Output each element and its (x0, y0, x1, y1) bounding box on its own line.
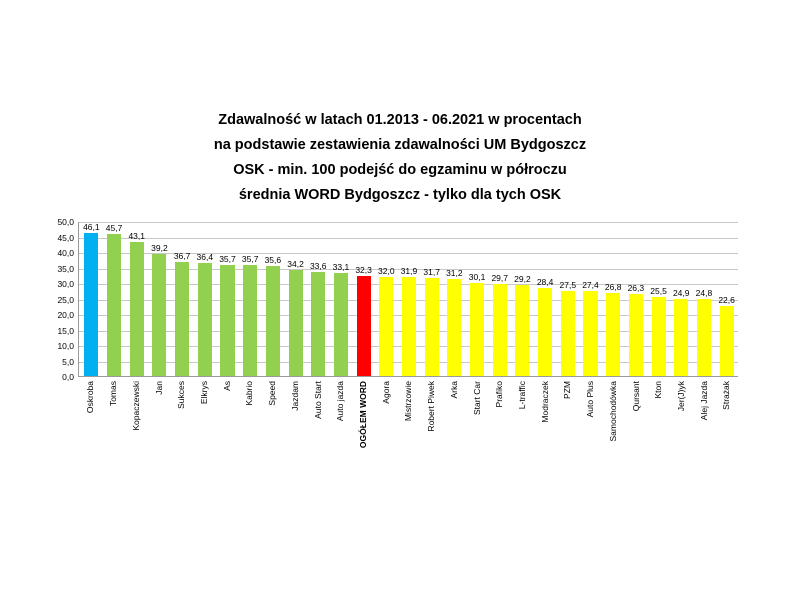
x-axis-label-slot (579, 379, 602, 449)
bar-value-label: 31,9 (400, 266, 418, 277)
x-axis-label-slot (670, 379, 693, 449)
bar-slot (443, 222, 466, 376)
bar[interactable] (515, 285, 529, 376)
x-axis-label-slot (283, 379, 306, 449)
bar-value-label: 45,7 (105, 223, 123, 234)
x-axis-tick-label: As (221, 381, 232, 391)
x-axis-tick-label: Auto Plus (585, 381, 596, 418)
bar-value-label: 25,5 (650, 285, 667, 296)
bar-slot (284, 222, 307, 376)
x-axis-label-slot (102, 379, 125, 449)
x-axis-tick-label: Mistrzowie (403, 381, 414, 422)
bar-slot (534, 222, 557, 376)
x-axis-tick-label: Alej Jazda (698, 381, 709, 421)
y-axis-tick-label: 30,0 (57, 279, 74, 289)
x-axis-label-slot (647, 379, 670, 449)
bar-slot (488, 222, 511, 376)
y-axis-tick-label: 20,0 (57, 310, 74, 320)
x-axis-tick-label: Strażak (721, 381, 732, 410)
x-axis-label-slot (147, 379, 170, 449)
bar[interactable] (402, 277, 416, 376)
bar[interactable] (470, 283, 484, 376)
bar-value-label: 33,6 (309, 260, 327, 271)
bar-value-label: 36,7 (173, 251, 191, 262)
bar-slot (579, 222, 602, 376)
y-axis-tick-label: 0,0 (62, 372, 74, 382)
bar-value-label: 26,8 (604, 281, 622, 292)
x-axis-label-slot (193, 379, 216, 449)
bar[interactable] (107, 234, 121, 376)
x-axis-tick-label: Tomas (108, 381, 119, 407)
y-axis-tick-label: 50,0 (57, 217, 74, 227)
bar[interactable] (289, 270, 303, 376)
bar-slot (398, 222, 421, 376)
x-axis-tick-label: Modraczek (539, 381, 550, 423)
bar-slot (148, 222, 171, 376)
chart-title-line-2: na podstawie zestawienia zdawalności UM Bydgoszcz (213, 137, 587, 153)
bar-value-label: 29,2 (514, 274, 531, 285)
bar-value-label: 22,6 (718, 294, 735, 305)
x-axis-label-slot (692, 379, 715, 449)
x-axis-label-slot (238, 379, 261, 449)
bar-value-label: 31,2 (446, 268, 463, 279)
bar-slot (715, 222, 738, 376)
bar[interactable] (152, 254, 166, 376)
x-axis-label-slot (306, 379, 329, 449)
bar-slot (556, 222, 579, 376)
x-axis-tick-label: Jer(J)yk (676, 381, 687, 412)
x-axis-tick-label: Qursant (630, 381, 641, 412)
bar-slot (193, 222, 216, 376)
bar-slot (262, 222, 285, 376)
x-axis-tick-label: Auto jazda (335, 381, 346, 422)
x-axis-tick-label: Jazdam (289, 381, 300, 411)
x-axis-label-slot (443, 379, 466, 449)
y-axis-tick-label: 25,0 (57, 294, 74, 305)
bar-value-label: 30,1 (468, 271, 486, 282)
bar-value-label: 31,7 (423, 266, 440, 277)
y-axis-tick-label: 40,0 (57, 248, 74, 258)
bar-slot (125, 222, 148, 376)
x-axis-tick-label: Kton (653, 381, 664, 399)
bar-slot (625, 222, 648, 376)
x-axis-tick-label: Elkrys (198, 381, 209, 405)
x-axis-label-slot (511, 379, 534, 449)
bar-value-label: 24,9 (672, 287, 690, 298)
y-axis-tick-label: 35,0 (57, 263, 74, 274)
x-axis-label-slot (124, 379, 147, 449)
bar[interactable] (425, 278, 439, 376)
bar[interactable] (84, 233, 98, 376)
y-axis-tick-label: 45,0 (57, 232, 74, 243)
bar-slot (80, 222, 103, 376)
bar-slot (352, 222, 375, 376)
bar[interactable] (697, 299, 711, 376)
chart-title-line-4: średnia WORD Bydgoszcz - tylko dla tych OSK (238, 187, 562, 203)
bar-slot (330, 222, 353, 376)
x-axis-tick-label: Arka (448, 381, 459, 399)
x-axis-tick-label: OGÓŁEM WORD (357, 381, 368, 449)
chart-title-line-1: Zdawalność w latach 01.2013 - 06.2021 w procentach (218, 112, 582, 128)
bar[interactable] (583, 291, 597, 376)
x-axis-tick-label: Kopaczewski (130, 381, 141, 431)
bar-value-label: 34,2 (287, 258, 304, 269)
x-axis-tick-label: Start Car (471, 381, 482, 416)
x-axis-label-slot (374, 379, 397, 449)
bar-value-label: 29,7 (491, 272, 508, 283)
x-axis-tick-label: Oskroba (85, 381, 96, 414)
plot-area (78, 222, 738, 377)
bar[interactable] (357, 276, 371, 376)
y-axis-tick-label: 10,0 (57, 341, 74, 351)
x-axis-tick-label: Jan (153, 381, 164, 395)
bar-value-label: 33,1 (332, 262, 350, 273)
bar[interactable] (379, 277, 393, 376)
bar-value-label: 32,3 (355, 264, 372, 275)
bar-value-label: 26,3 (627, 283, 645, 294)
bar[interactable] (629, 294, 643, 376)
bar[interactable] (561, 291, 575, 376)
x-axis-label-slot (602, 379, 625, 449)
y-axis-tick-label: 5,0 (62, 356, 74, 367)
bar-value-label: 39,2 (151, 243, 168, 254)
bar[interactable] (606, 293, 620, 376)
x-axis-label-slot (533, 379, 556, 449)
x-axis-tick-label: Agora (380, 381, 391, 404)
bar-slot (511, 222, 534, 376)
x-axis-label-slot (261, 379, 284, 449)
bar-value-label: 24,8 (695, 288, 713, 299)
bar[interactable] (674, 299, 688, 376)
bar[interactable] (334, 273, 348, 376)
bar-slot (216, 222, 239, 376)
bar[interactable] (175, 262, 189, 376)
chart-title-line-3: OSK - min. 100 podejść do egzaminu w półroczu (233, 162, 567, 178)
x-axis-label-slot (715, 379, 738, 449)
x-axis-tick-label: Auto Start (312, 381, 323, 419)
x-axis-tick-label: Sukces (176, 381, 187, 409)
x-axis-tick-label: L-traffic (517, 381, 528, 410)
x-axis-tick-label: Robert Piwek (426, 381, 437, 432)
bar[interactable] (493, 284, 507, 376)
x-axis-tick-label: Prafiko (494, 381, 505, 408)
bar[interactable] (652, 297, 666, 376)
bar-slot (647, 222, 670, 376)
bar-value-label: 46,1 (83, 222, 100, 233)
bar[interactable] (266, 266, 280, 376)
bar-slot (693, 222, 716, 376)
y-axis-tick-label: 15,0 (57, 325, 74, 336)
x-axis-label-slot (465, 379, 488, 449)
x-axis-label-slot (488, 379, 511, 449)
bar-value-label: 35,6 (264, 254, 282, 265)
bar-value-label: 35,7 (219, 254, 236, 265)
bar[interactable] (243, 265, 257, 376)
x-axis-labels (79, 379, 738, 449)
bar-slot (420, 222, 443, 376)
bar-value-label: 27,5 (559, 279, 577, 290)
bar-slot (307, 222, 330, 376)
x-axis-label-slot (215, 379, 238, 449)
bar[interactable] (720, 306, 734, 376)
bar-slot (466, 222, 489, 376)
x-axis-label-slot (556, 379, 579, 449)
bar-value-label: 35,7 (241, 254, 259, 265)
bar[interactable] (538, 288, 552, 376)
x-axis-label-slot (624, 379, 647, 449)
bar[interactable] (311, 272, 325, 376)
x-axis-label-slot (420, 379, 443, 449)
bar-slot (670, 222, 693, 376)
bar-slot (103, 222, 126, 376)
bar-slot (239, 222, 262, 376)
bar-value-label: 27,4 (582, 280, 599, 291)
x-axis-tick-label: Kabrio (244, 381, 255, 406)
bar-slot (602, 222, 625, 376)
x-axis-label-slot (397, 379, 420, 449)
x-axis-label-slot (79, 379, 102, 449)
x-axis-label-slot (329, 379, 352, 449)
bar-slot (375, 222, 398, 376)
bar-slot (171, 222, 194, 376)
x-axis-tick-label: Speed (267, 381, 278, 406)
bar-value-label: 43,1 (128, 231, 145, 242)
x-axis-tick-label: Samochodówka (607, 381, 618, 442)
chart-title (0, 108, 800, 208)
bar[interactable] (198, 263, 212, 376)
x-axis-label-slot (352, 379, 375, 449)
bar-value-label: 36,4 (196, 252, 214, 263)
bar[interactable] (220, 265, 234, 376)
bar-series (80, 222, 738, 376)
x-axis-tick-label: PZM (562, 381, 573, 399)
bar[interactable] (130, 242, 144, 376)
bar-value-label: 28,4 (536, 276, 554, 287)
bar[interactable] (447, 279, 461, 376)
x-axis-label-slot (170, 379, 193, 449)
bar-value-label: 32,0 (378, 265, 395, 276)
